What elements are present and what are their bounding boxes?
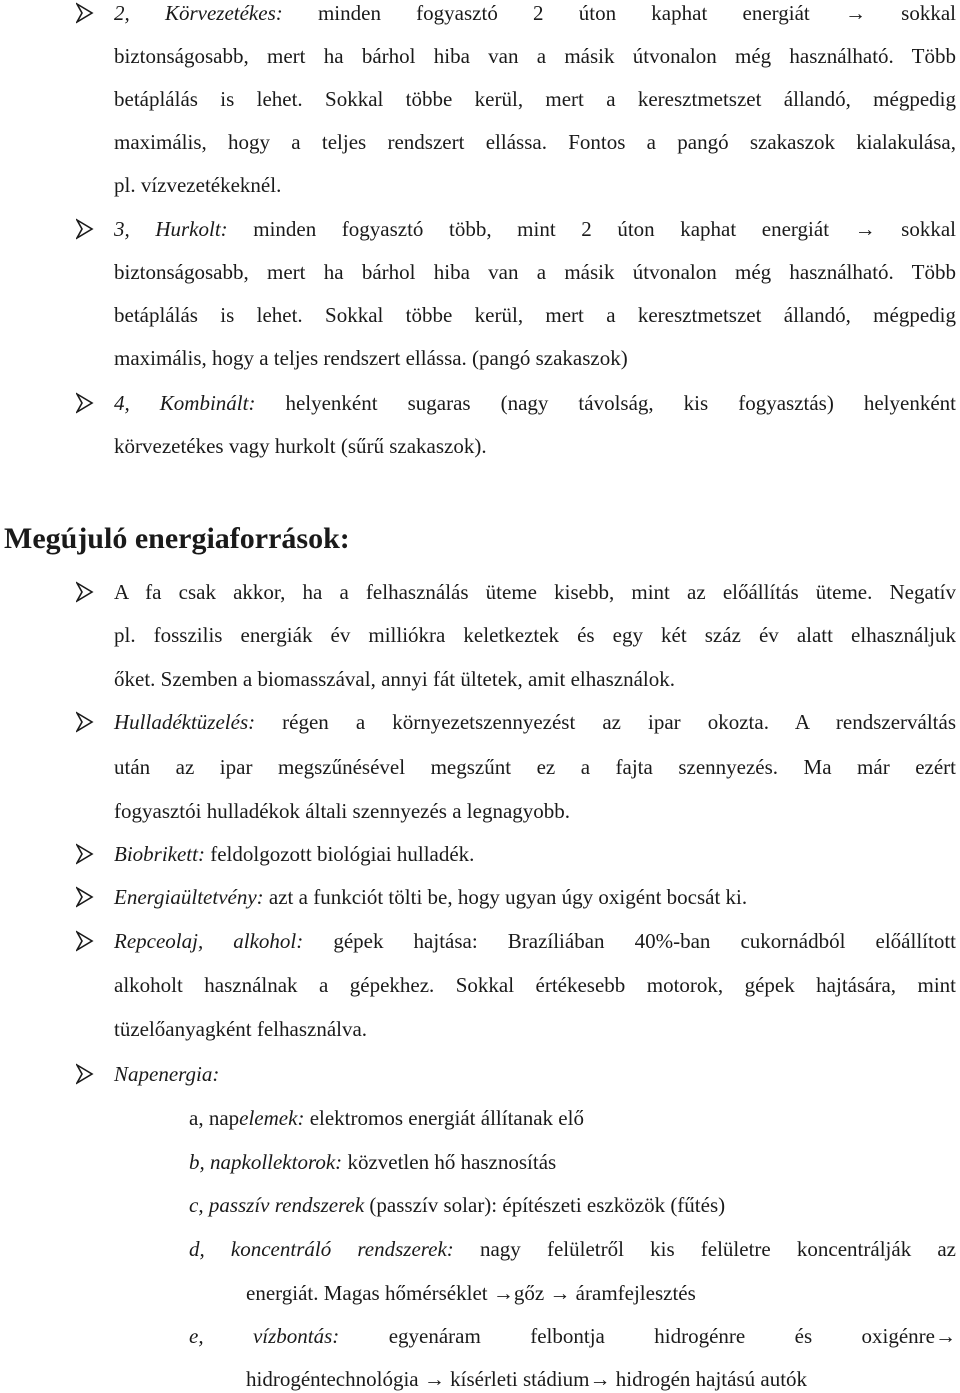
arrowhead-bullet-icon (76, 886, 94, 908)
list-item-line: A fa csak akkor, ha a felhasználás üteme kisebb, mint az előállítás üteme. Negatív (114, 580, 956, 604)
list-item-line: körvezetékes vagy hurkolt (sűrű szakaszok). (114, 434, 487, 458)
sub-item-line: energiát. Magas hőmérséklet →gőz → áramfejlesztés (246, 1281, 696, 1305)
sub-item-line: d, koncentráló rendszerek: nagy felületről kis felületre koncentrálják az (189, 1237, 956, 1261)
term-label: Hulladéktüzelés: (114, 710, 256, 734)
term-label: b, napkollektorok: (189, 1150, 343, 1174)
list-item-line: Biobrikett: feldolgozott biológiai hulladék. (114, 842, 475, 866)
term-label: 2, Körvezetékes: (114, 1, 283, 25)
list-item-line: maximális, hogy a teljes rendszert ellássa. Fontos a pangó szakaszok kialakulása, (114, 130, 956, 154)
term-label: 4, Kombinált: (114, 391, 256, 415)
list-item-line: alkoholt használnak a gépekhez. Sokkal értékesebb motorok, gépek hajtására, mint (114, 973, 956, 997)
list-item-line: után az ipar megszűnésével megszűnt ez a fajta szennyezés. Ma már ezért (114, 755, 956, 779)
term-label: c, passzív rendszerek (189, 1193, 365, 1217)
sub-item-line: e, vízbontás: egyenáram felbontja hidrogénre és oxigénre→ (189, 1324, 956, 1348)
list-item-line: pl. fosszilis energiák év milliókra keletkeztek és egy két száz év alatt elhasználjuk (114, 623, 956, 647)
sub-item-line: a, napelemek: elektromos energiát állítanak elő (189, 1106, 584, 1130)
sub-item-line: c, passzív rendszerek (passzív solar): építészeti eszközök (fűtés) (189, 1193, 726, 1217)
list-item-line: pl. vízvezetékeknél. (114, 173, 282, 197)
list-item-line: betáplálás is lehet. Sokkal többe kerül, mert a keresztmetszet állandó, mégpedig (114, 87, 956, 111)
list-item-line: biztonságosabb, mert ha bárhol hiba van a másik útvonalon még használható. Több (114, 260, 956, 284)
arrowhead-bullet-icon (76, 711, 94, 733)
arrowhead-bullet-icon (76, 843, 94, 865)
list-item-line: 3, Hurkolt: minden fogyasztó több, mint 2 úton kaphat energiát → sokkal (114, 217, 956, 241)
arrowhead-bullet-icon (76, 392, 94, 414)
arrowhead-bullet-icon (76, 581, 94, 603)
list-item-line: tüzelőanyagként felhasználva. (114, 1017, 368, 1041)
list-item-line: biztonságosabb, mert ha bárhol hiba van a másik útvonalon még használható. Több (114, 44, 956, 68)
sub-item-line: b, napkollektorok: közvetlen hő hasznosítás (189, 1150, 557, 1174)
sub-item-line: hidrogéntechnológia → kísérleti stádium→ hidrogén hajtású autók (246, 1367, 808, 1391)
list-item-line: Repceolaj, alkohol: gépek hajtása: Brazíliában 40%-ban cukornádból előállított (114, 929, 956, 953)
term-label: Energiaültetvény: (114, 885, 264, 909)
arrowhead-bullet-icon (76, 930, 94, 952)
term-label: 3, Hurkolt: (114, 217, 228, 241)
list-item-line: fogyasztói hulladékok általi szennyezés a legnagyobb. (114, 799, 571, 823)
list-item-line: betáplálás is lehet. Sokkal többe kerül, mert a keresztmetszet állandó, mégpedig (114, 303, 956, 327)
term-label: Repceolaj, alkohol: (114, 929, 304, 953)
list-item-line: 4, Kombinált: helyenként sugaras (nagy távolság, kis fogyasztás) helyenként (114, 391, 956, 415)
arrowhead-bullet-icon (76, 218, 94, 240)
term-label: Biobrikett: (114, 842, 205, 866)
term-label: d, koncentráló rendszerek: (189, 1237, 454, 1261)
term-label: elemek: (239, 1106, 305, 1130)
list-item-line: Energiaültetvény: azt a funkciót tölti be, hogy ugyan úgy oxigént bocsát ki. (114, 885, 748, 909)
section-heading: Megújuló energiaforrások: (4, 522, 350, 555)
term-label: Napenergia: (114, 1062, 220, 1086)
list-item-line: Hulladéktüzelés: régen a környezetszennyezést az ipar okozta. A rendszerváltás (114, 710, 956, 734)
term-label: e, vízbontás: (189, 1324, 340, 1348)
arrowhead-bullet-icon (76, 2, 94, 24)
list-item-line: 2, Körvezetékes: minden fogyasztó 2 úton kaphat energiát → sokkal (114, 1, 957, 25)
arrowhead-bullet-icon (76, 1063, 94, 1085)
list-item-line (114, 1061, 219, 1087)
list-item-line: őket. Szemben a biomasszával, annyi fát ültetek, amit elhasználok. (114, 667, 675, 691)
list-item-line: maximális, hogy a teljes rendszert ellássa. (pangó szakaszok) (114, 346, 628, 370)
